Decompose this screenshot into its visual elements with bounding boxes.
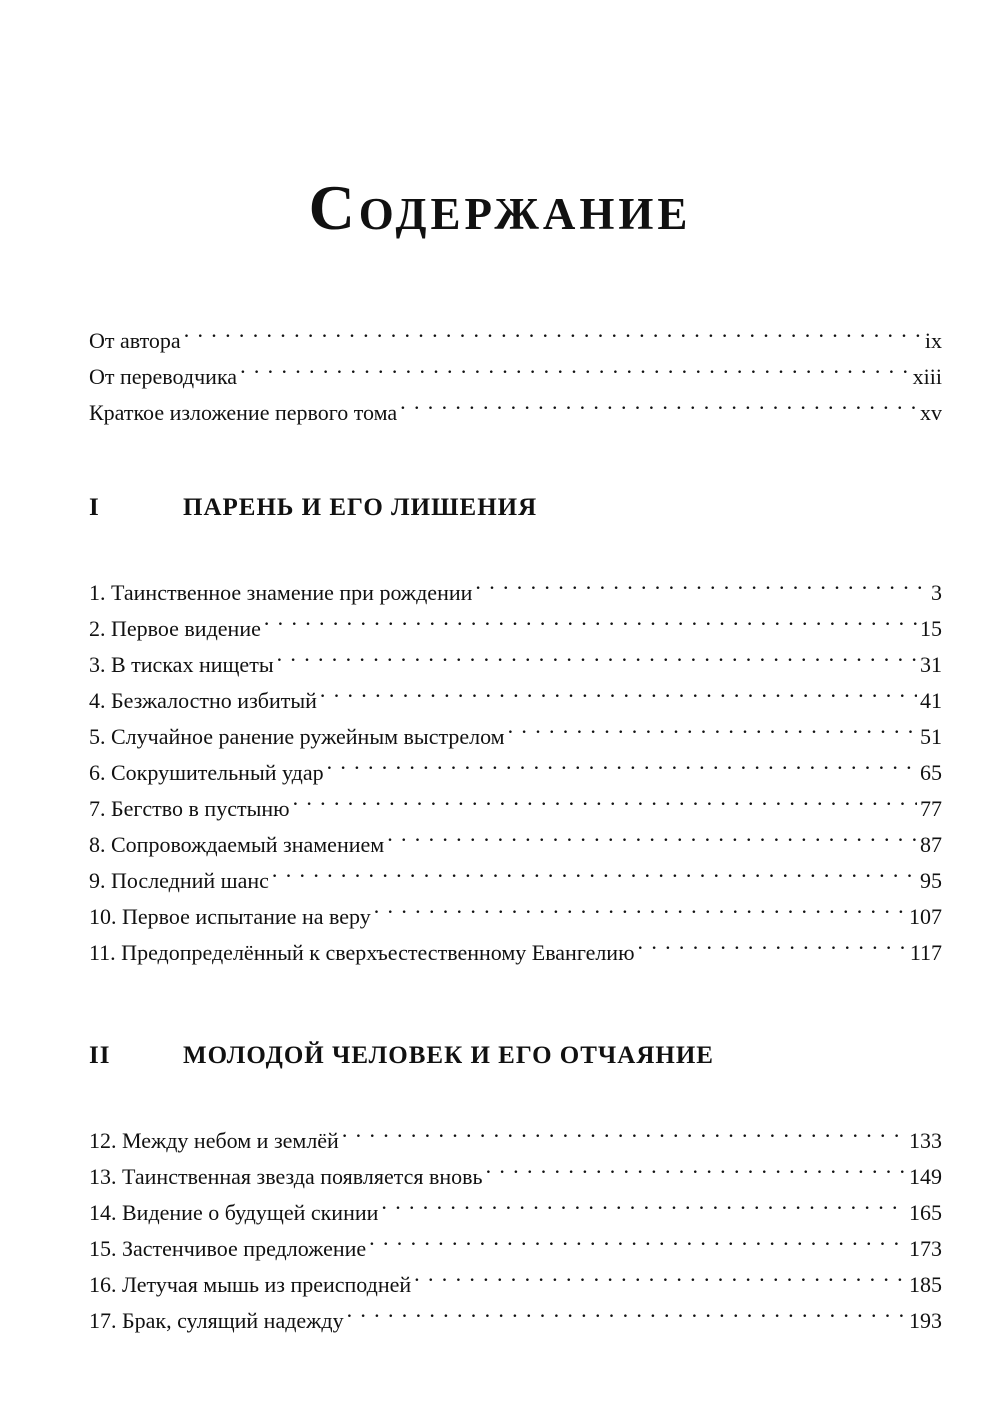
entry-title: 5. Случайное ранение ружейным выстрелом [89, 724, 505, 749]
part-number: II [89, 1042, 111, 1069]
entry-title: 11. Предопределённый к сверхъестественному Евангелию [89, 940, 635, 965]
dot-leader [508, 708, 917, 744]
entry-title: 4. Безжалостно избитый [89, 688, 317, 713]
entry-page-number: 173 [909, 1236, 942, 1261]
entry-title: 8. Сопровождаемый знамением [89, 832, 385, 857]
part-1-chapter-list [89, 564, 942, 965]
entry-page-number: xiii [912, 364, 942, 389]
dot-leader [293, 780, 917, 816]
dot-leader [638, 924, 907, 960]
dot-leader [374, 888, 906, 924]
entry-title: 17. Брак, сулящий надежду [89, 1308, 344, 1333]
dot-leader [272, 852, 917, 888]
page-title: Содержание [308, 172, 692, 243]
entry-page-number: 15 [920, 616, 942, 641]
part-2-chapter-list [89, 1112, 942, 1333]
dot-leader [381, 1184, 906, 1220]
entry-title: 1. Таинственное знамение при рождении [89, 580, 473, 605]
part-title: ПАРЕНЬ И ЕГО ЛИШЕНИЯ [183, 494, 538, 521]
entry-page-number: xv [920, 400, 942, 425]
entry-title: Краткое изложение первого тома [89, 400, 398, 425]
front-matter-list [89, 312, 942, 425]
dot-leader [342, 1112, 906, 1148]
entry-page-number: 87 [920, 832, 942, 857]
part-number: I [89, 494, 100, 521]
entry-page-number: 41 [920, 688, 942, 713]
entry-page-number: 3 [931, 580, 942, 605]
entry-page-number: 107 [909, 904, 942, 929]
entry-page-number: 51 [920, 724, 942, 749]
entry-page-number: 185 [909, 1272, 942, 1297]
entry-page-number: 77 [920, 796, 942, 821]
dot-leader [327, 744, 917, 780]
toc-entry [89, 312, 942, 353]
entry-page-number: ix [924, 328, 942, 353]
toc-entry [89, 348, 942, 389]
entry-title: 14. Видение о будущей скинии [89, 1200, 379, 1225]
dot-leader [475, 564, 928, 600]
entry-page-number: 117 [909, 940, 942, 965]
dot-leader [486, 1148, 906, 1184]
entry-title: 2. Первое видение [89, 616, 261, 641]
entry-title: От автора [89, 328, 181, 353]
dot-leader [387, 816, 917, 852]
part-heading [89, 1039, 942, 1073]
part-heading [89, 491, 942, 525]
entry-page-number: 95 [920, 868, 942, 893]
toc-entry [89, 1112, 942, 1153]
entry-title: От переводчика [89, 364, 238, 389]
entry-title: 13. Таинственная звезда появляется вновь [89, 1164, 483, 1189]
dot-leader [369, 1220, 906, 1256]
entry-title: 6. Сокрушительный удар [89, 760, 324, 785]
entry-title: 15. Застенчивое предложение [89, 1236, 367, 1261]
dot-leader [240, 348, 910, 384]
entry-title: 7. Бегство в пустыню [89, 796, 290, 821]
dot-leader [320, 672, 917, 708]
entry-page-number: 193 [909, 1308, 942, 1333]
part-title: МОЛОДОЙ ЧЕЛОВЕК И ЕГО ОТЧАЯНИЕ [183, 1042, 714, 1069]
dot-leader [400, 384, 917, 420]
dot-leader [347, 1292, 906, 1328]
entry-page-number: 31 [920, 652, 942, 677]
entry-page-number: 133 [909, 1128, 942, 1153]
dot-leader [414, 1256, 906, 1292]
entry-page-number: 149 [909, 1164, 942, 1189]
dot-leader [184, 312, 922, 348]
entry-title: 12. Между небом и землёй [89, 1128, 339, 1153]
dot-leader [264, 600, 917, 636]
toc-entry [89, 564, 942, 605]
entry-page-number: 65 [920, 760, 942, 785]
entry-title: 3. В тисках нищеты [89, 652, 274, 677]
dot-leader [277, 636, 917, 672]
entry-title: 10. Первое испытание на веру [89, 904, 371, 929]
entry-page-number: 165 [909, 1200, 942, 1225]
entry-title: 9. Последний шанс [89, 868, 269, 893]
entry-title: 16. Летучая мышь из преисподней [89, 1272, 412, 1297]
